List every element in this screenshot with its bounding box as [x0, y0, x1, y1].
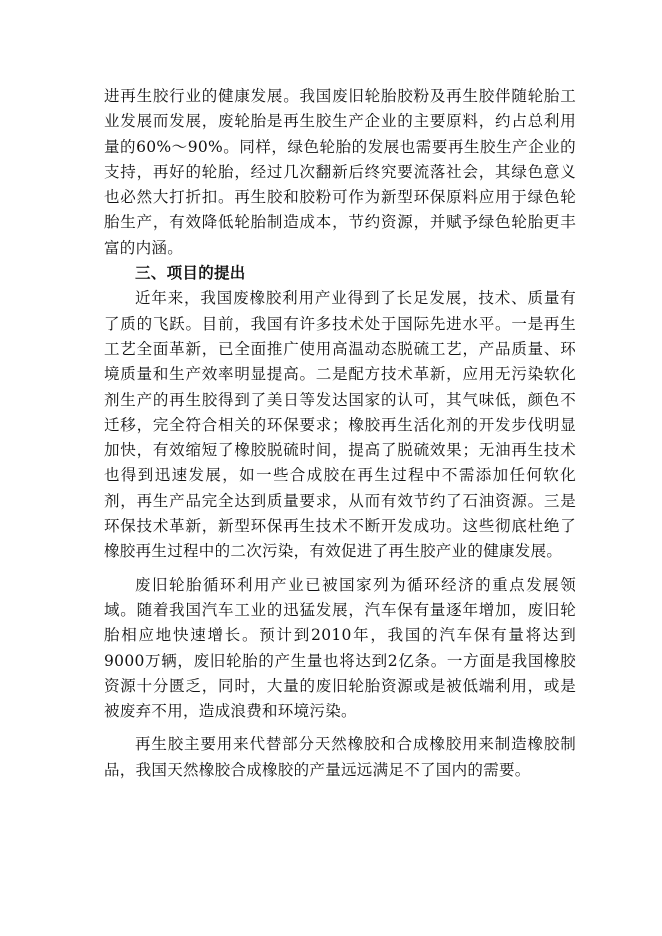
- document-body: [104, 84, 576, 783]
- paragraph-4: 再生胶主要用来代替部分天然橡胶和合成橡胶用来制造橡胶制品，我国天然橡胶合成橡胶的产量远远满足不了国内的需要。: [104, 735, 576, 779]
- paragraph-1: 进再生胶行业的健康发展。我国废旧轮胎胶粉及再生胶伴随轮胎工业发展而发展，废轮胎是再生胶生产企业的主要原料，约占总利用量的60%～90%。同样，绿色轮胎的发展也需要再生胶生产企业的支持，再好的轮胎，经过几次翻新后终究要流落社会，其绿色意义也必然大打折扣。再生胶和胶粉可作为新型环保原料应用于绿色轮胎生产，有效降低轮胎制造成本，节约资源，并赋予绿色轮胎更丰富的内涵。: [104, 87, 576, 257]
- section-heading: 三、项目的提出: [135, 264, 246, 283]
- paragraph-3: 废旧轮胎循环利用产业已被国家列为循环经济的重点发展领域。随着我国汽车工业的迅猛发展，汽车保有量逐年增加，废旧轮胎相应地快速增长。预计到2010年，我国的汽车保有量将达到9000万辆，废旧轮胎的产生量也将达到2亿条。一方面是我国橡胶资源十分匮乏，同时，大量的废旧轮胎资源或是被低端利用，或是被废弃不用，造成浪费和环境污染。: [104, 575, 576, 721]
- paragraph-2: 近年来，我国废橡胶利用产业得到了长足发展，技术、质量有了质的飞跃。目前，我国有许多技术处于国际先进水平。一是再生工艺全面革新，已全面推广使用高温动态脱硫工艺，产品质量、环境质量和生产效率明显提高。二是配方技术革新，应用无污染软化剂生产的再生胶得到了美日等发达国家的认可，其气味低，颜色不迁移，完全符合相关的环保要求；橡胶再生活化剂的开发步伐明显加快，有效缩短了橡胶脱硫时间，提高了脱硫效果；无油再生技术也得到迅速发展，如一些合成胶在再生过程中不需添加任何软化剂，再生产品完全达到质量要求，从而有效节约了石油资源。三是环保技术革新，新型环保再生技术不断开发成功。这些彻底杜绝了橡胶再生过程中的二次污染，有效促进了再生胶产业的健康发展。: [104, 289, 576, 561]
